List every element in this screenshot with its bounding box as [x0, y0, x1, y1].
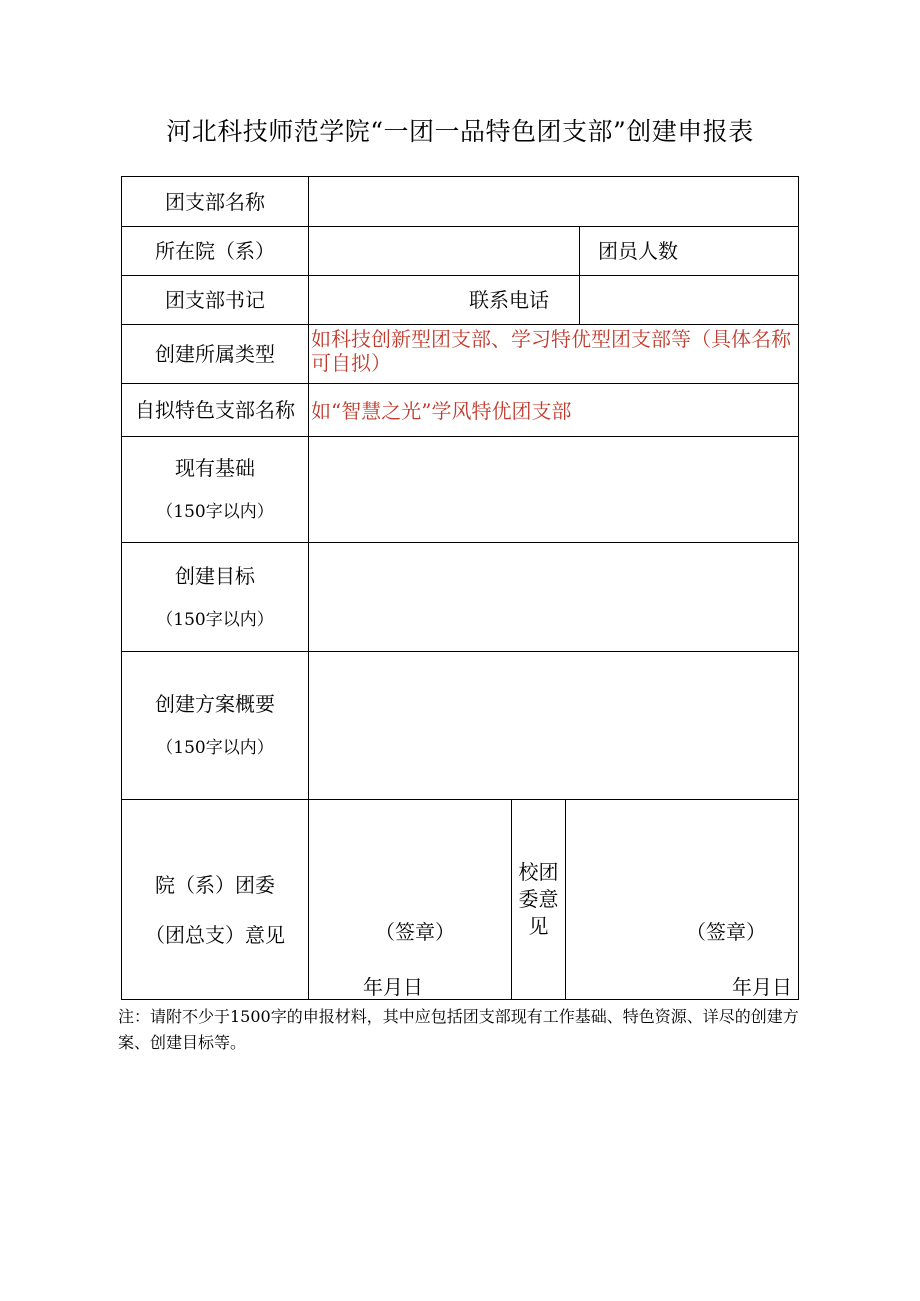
custom-name-label: 自拟特色支部名称: [122, 384, 309, 437]
row-secretary: [122, 276, 799, 325]
member-count-label: 团员人数: [580, 227, 799, 276]
plan-limit: （150字以内）: [156, 738, 274, 759]
basis-field[interactable]: [309, 437, 799, 543]
college-opinion-field[interactable]: [309, 800, 512, 1000]
school-seal: （签章）: [686, 920, 766, 944]
application-form-table: [121, 176, 799, 1000]
school-opinion-label: 校团委意见: [518, 860, 559, 938]
college-opinion-label-cell: [122, 800, 309, 1000]
type-label: 创建所属类型: [122, 325, 309, 384]
phone-field[interactable]: [580, 276, 799, 325]
phone-label-cell[interactable]: [309, 276, 580, 325]
footnote: 注：请附不少于1500字的申报材料，其中应包括团支部现有工作基础、特色资源、详尽的创建方案、创建目标等。: [118, 1007, 799, 1052]
basis-limit: （150字以内）: [156, 502, 274, 523]
college-opinion-label-line1: 院（系）团委: [155, 872, 275, 897]
goal-label-cell: [122, 543, 309, 652]
branch-name-field[interactable]: [309, 177, 799, 227]
basis-label-cell: [122, 437, 309, 543]
college-field[interactable]: [309, 227, 580, 276]
basis-label: 现有基础: [175, 456, 255, 481]
plan-label-cell: [122, 652, 309, 800]
row-college: [122, 227, 799, 276]
goal-limit: （150字以内）: [156, 609, 274, 630]
plan-label: 创建方案概要: [155, 692, 275, 717]
plan-field[interactable]: [309, 652, 799, 800]
school-opinion-label-cell: [512, 800, 566, 1000]
custom-name-hint[interactable]: 如“智慧之光”学风特优团支部: [309, 384, 799, 437]
college-label: 所在院（系）: [122, 227, 309, 276]
college-seal: （签章）: [375, 920, 455, 944]
row-type: [122, 325, 799, 384]
row-goal: [122, 543, 799, 652]
row-custom-name: [122, 384, 799, 437]
row-opinion: [122, 800, 799, 1000]
school-opinion-field[interactable]: [566, 800, 799, 1000]
row-branch-name: [122, 177, 799, 227]
row-plan: [122, 652, 799, 800]
page-title: 河北科技师范学院“一团一品特色团支部”创建申报表: [166, 117, 754, 146]
college-opinion-label-line2: （团总支）意见: [145, 922, 285, 947]
type-hint[interactable]: 如科技创新型团支部、学习特优型团支部等（具体名称可自拟）: [309, 325, 799, 384]
college-date: 年月日: [363, 975, 423, 999]
goal-label: 创建目标: [175, 563, 255, 588]
phone-label: 联系电话: [469, 288, 549, 312]
school-date: 年月日: [732, 975, 792, 999]
goal-field[interactable]: [309, 543, 799, 652]
branch-name-label: 团支部名称: [122, 177, 309, 227]
secretary-label: 团支部书记: [122, 276, 309, 325]
row-basis: [122, 437, 799, 543]
